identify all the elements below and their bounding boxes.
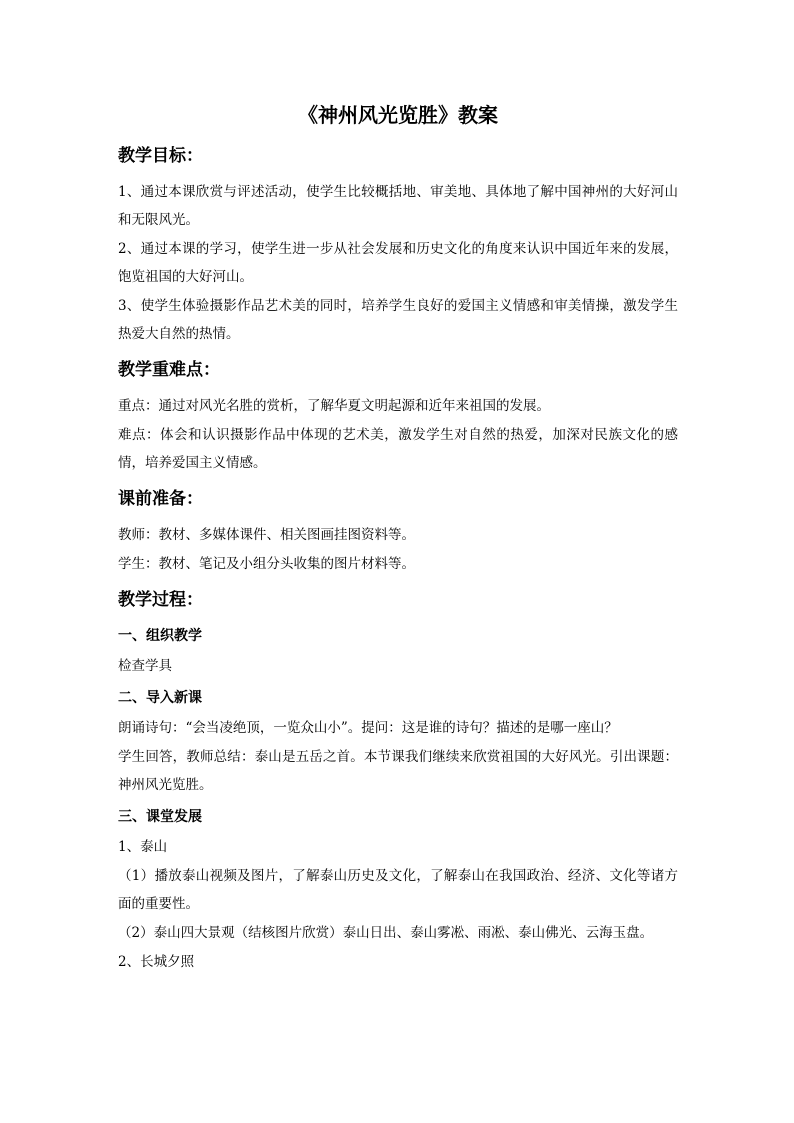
process-part2-text2: 学生回答，教师总结：泰山是五岳之首。本节课我们继续来欣赏祖国的大好风光。引出课题：神州风光览胜。: [118, 749, 678, 793]
goal-item-1: 1、通过本课欣赏与评述活动，使学生比较概括地、审美地、具体地了解中国神州的大好河山和无限风光。: [118, 184, 678, 228]
key-point-item-1: 重点：通过对风光名胜的赏析，了解华夏文明起源和近年来祖国的发展。: [118, 398, 550, 414]
process-part1-heading: 一、组织教学: [118, 628, 202, 644]
process-part3-item1-a: （1）播放泰山视频及图片，了解泰山历史及文化，了解泰山在我国政治、经济、文化等诸方面的重要性。: [118, 868, 678, 912]
section-process: [118, 586, 678, 976]
preparation-item-2: 学生：教材、笔记及小组分头收集的图片材料等。: [118, 556, 415, 572]
section-key-points: [118, 356, 678, 477]
document-title: 《神州风光览胜》教案: [298, 103, 498, 127]
section-goals: [118, 142, 678, 348]
section-preparation: [118, 485, 678, 578]
section-heading-preparation: 课前准备：: [118, 489, 203, 509]
section-heading-process: 教学过程：: [118, 590, 203, 610]
section-heading-key-points: 教学重难点：: [118, 360, 220, 380]
process-part3-item1-b: （2）泰山四大景观（结核图片欣赏）泰山日出、泰山雾凇、雨凇、泰山佛光、云海玉盘。: [118, 925, 654, 941]
section-heading-goals: 教学目标：: [118, 146, 203, 166]
process-part3-item2: 2、长城夕照: [118, 954, 195, 970]
process-part2-heading: 二、导入新课: [118, 690, 202, 706]
preparation-item-1: 教师：教材、多媒体课件、相关图画挂图资料等。: [118, 527, 415, 543]
process-part3-item1: 1、泰山: [118, 839, 168, 855]
process-part1-text: 检查学具: [118, 658, 172, 674]
goal-item-2: 2、通过本课的学习，使学生进一步从社会发展和历史文化的角度来认识中国近年来的发展，饱览祖国的大好河山。: [118, 241, 678, 285]
key-point-item-2: 难点：体会和认识摄影作品中体现的艺术美，激发学生对自然的热爱，加深对民族文化的感情，培养爱国主义情感。: [118, 427, 678, 471]
goal-item-3: 3、使学生体验摄影作品艺术美的同时，培养学生良好的爱国主义情感和审美情操，激发学生热爱大自然的热情。: [118, 298, 678, 342]
document-page: [118, 100, 678, 976]
process-part2-text1: 朗诵诗句：“会当凌绝顶，一览众山小”。提问：这是谁的诗句？描述的是哪一座山？: [118, 720, 618, 736]
process-part3-heading: 三、课堂发展: [118, 809, 202, 825]
